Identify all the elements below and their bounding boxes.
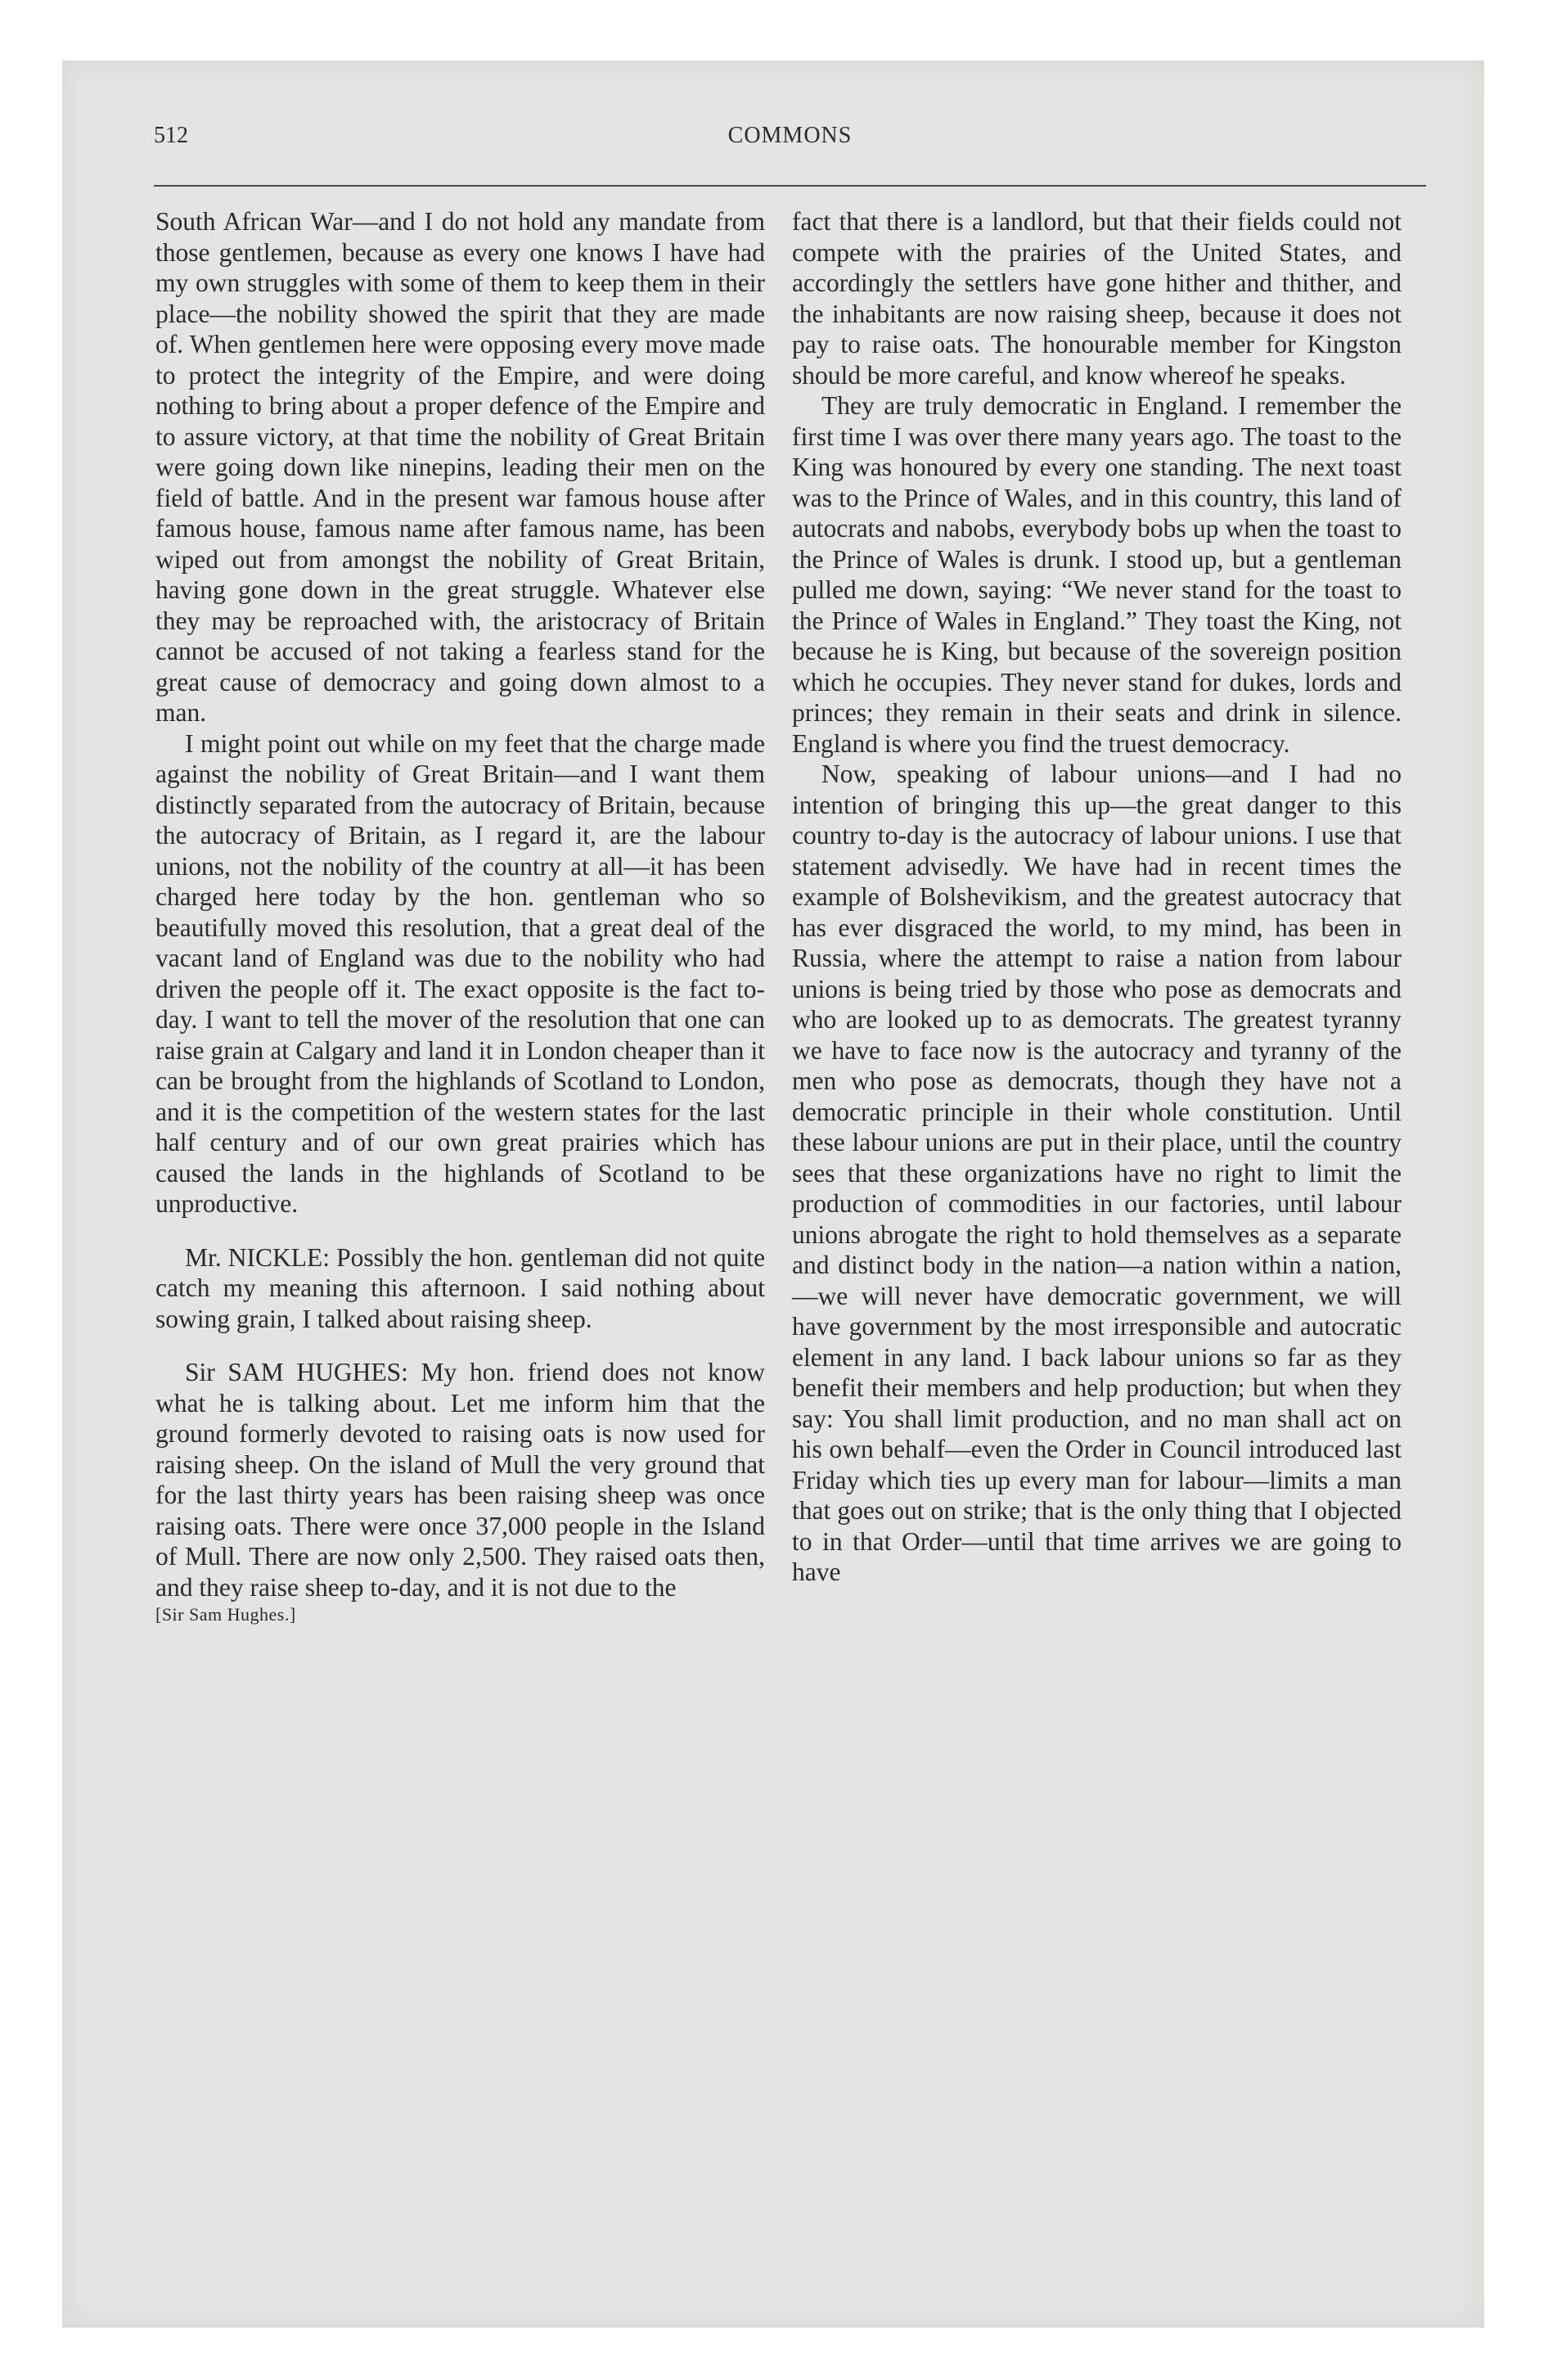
paragraph: South African War—and I do not hold any mandate from those gentlemen, because as every one knows I have had my own struggles with some of them to keep them in their place—the nobility showed the spirit that they are made of. When gentlemen here were opposing every move made to protect the integrity of the Empire, and were doing nothing to bring about a proper defence of the Empire and to assure victory, at that time the nobility of Great Britain were going down like ninepins, leading their men on the field of battle. And in the present war famous house after famous house, famous name after famous name, has been wiped out from amongst the nobility of Great Britain, having gone down in the great struggle. Whatever else they may be reproached with, the aristocracy of Britain cannot be accused of not taking a fearless stand for the great cause of democracy and going down almost to a man. [155,207,765,727]
paragraph: I might point out while on my feet that the charge made against the nobility of Great Britain—and I want them distinctly separated from the autocracy of Britain, because the autocracy of Britain, as I regard it, are the labour unions, not the nobility of the country at all—it has been charged here today by the hon. gentleman who so beautifully moved this resolution, that a great deal of the vacant land of England was due to the nobility who had driven the people off it. The exact opposite is the fact to-day. I want to tell the mover of the resolution that one can raise grain at Calgary and land it in London cheaper than it can be brought from the highlands of Scotland to London, and it is the competition of the western states for the last half century and of our own great prairies which has caused the lands in the highlands of Scotland to be unproductive. [155,728,765,1218]
page-number: 512 [154,123,188,148]
page-header [154,123,1426,156]
paragraph: Now, speaking of labour unions—and I had no intention of bringing this up—the great danger to this country to-day is the autocracy of labour unions. I use that statement advisedly. We have had in recent times the example of Bolshevikism, and the greatest autocracy that has ever disgraced the world, to my mind, has been in Russia, where the attempt to raise a nation from labour unions is being tried by those who pose as democrats and who are looked up to as democrats. The greatest tyranny we have to face now is the autocracy and tyranny of the men who pose as democrats, though they have not a democratic principle in their whole constitution. Until these labour unions are put in their place, until the country sees that these organizations have no right to limit the production of commodities in our factories, until labour unions abrogate the right to hold themselves as a separate and distinct body in the nation—a nation within a nation,—we will never have democratic government, we will have government by the most irresponsible and autocratic element in any land. I back labour unions so far as they benefit their members and help production; but when they say: You shall limit production, and no man shall act on his own behalf—even the Order in Council introduced last Friday which ties up every man for labour—limits a man that goes out on strike; that is the only thing that I objected to in that Order—until that time arrives we are going to have [792,760,1402,1586]
left-column [155,206,765,1627]
paragraph: fact that there is a landlord, but that their fields could not compete with the prairies of the United States, and accordingly the settlers have gone hither and thither, and the inhabitants are now raising sheep, because it does not pay to raise oats. The honourable member for Kingston should be more careful, and know whereof he speaks. [792,207,1402,390]
header-rule [154,185,1426,187]
paragraph: They are truly democratic in England. I remember the first time I was over there many years ago. The toast to the King was honoured by every one standing. The next toast was to the Prince of Wales, and in this country, this land of autocrats and nabobs, everybody bobs up when the toast to the Prince of Wales is drunk. I stood up, but a gentleman pulled me down, saying: “We never stand for the toast to the Prince of Wales in England.” They toast the King, not because he is King, but because of the sovereign position which he occupies. They never stand for dukes, lords and princes; they remain in their seats and drink in silence. England is where you find the truest democracy. [792,391,1402,758]
running-head: COMMONS [727,123,853,148]
paragraph-nickle: Mr. NICKLE: Possibly the hon. gentleman did not quite catch my meaning this afternoon. I said nothing about sowing grain, I talked about raising sheep. [155,1242,765,1333]
speaker-signature: [Sir Sam Hughes.] [155,1604,296,1625]
right-column [792,206,1402,1588]
paragraph-hughes: Sir SAM HUGHES: My hon. friend does not know what he is talking about. Let me inform him that the ground formerly devoted to raising oats is now used for raising sheep. On the island of Mull the very ground that for the last thirty years has been raising sheep was once raising oats. There were once 37,000 people in the Island of Mull. There are now only 2,500. They raised oats then, and they raise sheep to-day, and it is not due to the [155,1358,765,1602]
